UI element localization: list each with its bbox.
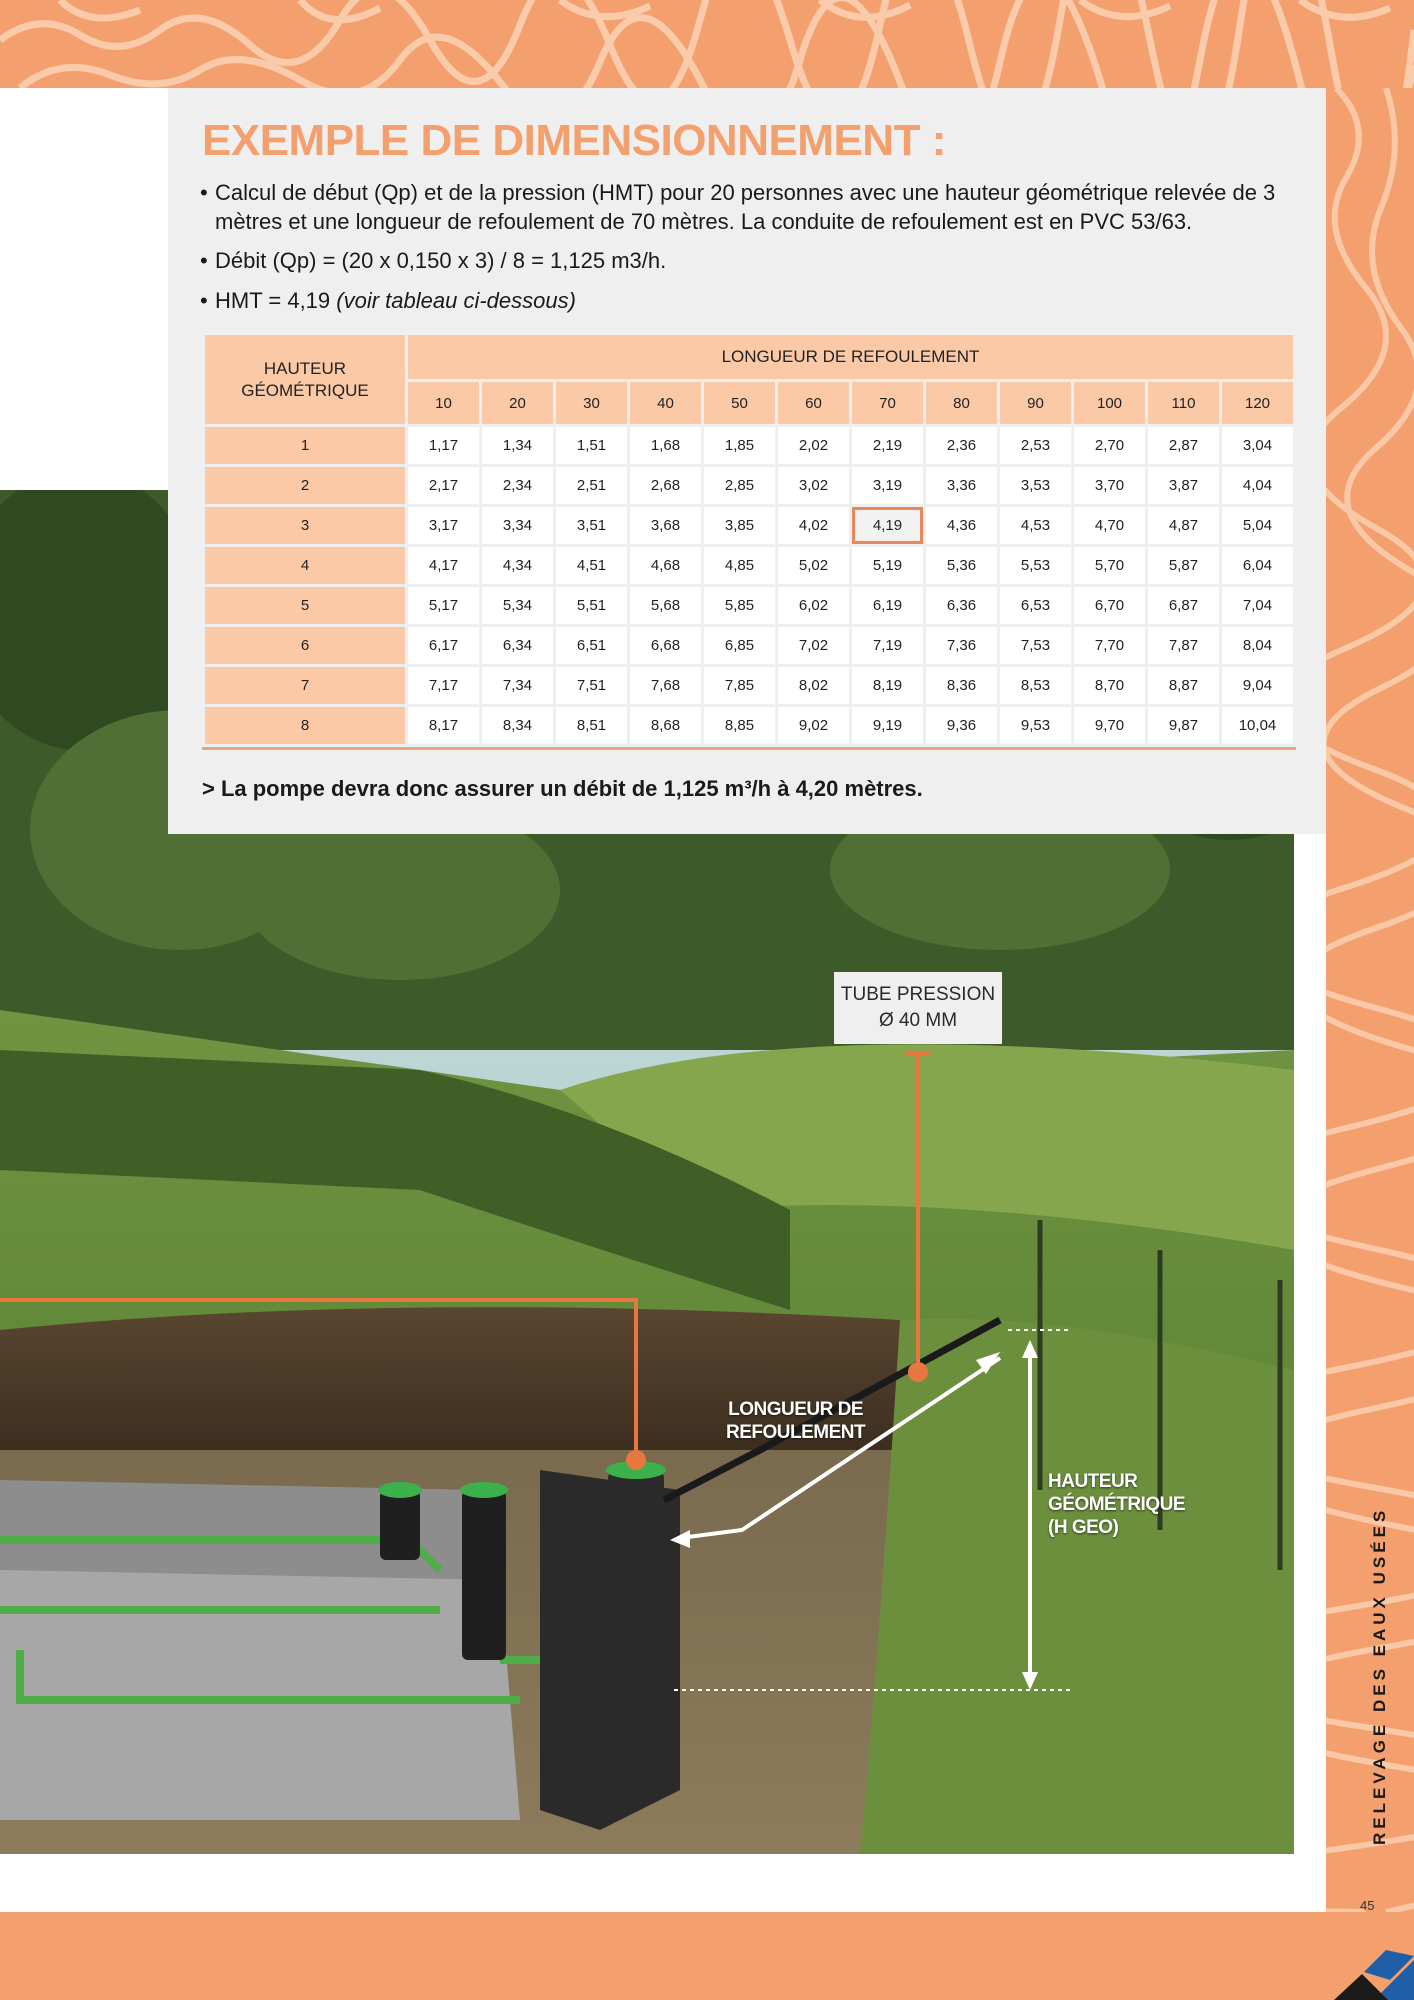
hauteur-geometrique-label xyxy=(1048,1470,1185,1539)
row-header-line2: GÉOMÉTRIQUE xyxy=(241,380,369,400)
value-cell: 5,85 xyxy=(704,587,775,624)
hmt-note: (voir tableau ci-dessous) xyxy=(336,288,576,313)
water-pattern xyxy=(0,0,1414,88)
table-row xyxy=(205,467,1293,504)
value-cell: 4,87 xyxy=(1148,507,1219,544)
row-header-line1: HAUTEUR xyxy=(263,358,347,378)
row-height-cell: 7 xyxy=(205,667,405,704)
value-cell: 2,85 xyxy=(704,467,775,504)
value-cell: 4,53 xyxy=(1000,507,1071,544)
bullet-hmt xyxy=(200,286,1300,315)
value-cell: 9,70 xyxy=(1074,707,1145,744)
value-cell: 9,04 xyxy=(1222,667,1293,704)
value-cell: 2,70 xyxy=(1074,427,1145,464)
value-cell: 4,70 xyxy=(1074,507,1145,544)
value-cell: 5,02 xyxy=(778,547,849,584)
bullet-dot: • xyxy=(200,180,208,205)
value-cell: 5,87 xyxy=(1148,547,1219,584)
page-number: 45 xyxy=(1360,1898,1375,1913)
value-cell: 1,85 xyxy=(704,427,775,464)
row-height-cell: 5 xyxy=(205,587,405,624)
value-cell: 5,36 xyxy=(926,547,997,584)
value-cell: 2,17 xyxy=(408,467,479,504)
table-row xyxy=(205,667,1293,704)
card-title: EXEMPLE DE DIMENSIONNEMENT : xyxy=(202,116,946,165)
column-header: 30 xyxy=(556,382,627,424)
value-cell: 4,68 xyxy=(630,547,701,584)
bottom-decorative-band xyxy=(0,1912,1414,2000)
value-cell: 3,68 xyxy=(630,507,701,544)
value-cell: 6,85 xyxy=(704,627,775,664)
value-cell: 8,19 xyxy=(852,667,923,704)
value-cell: 4,17 xyxy=(408,547,479,584)
value-cell: 4,51 xyxy=(556,547,627,584)
value-cell: 6,04 xyxy=(1222,547,1293,584)
value-cell: 3,04 xyxy=(1222,427,1293,464)
side-section-label: RELEVAGE DES EAUX USÉES xyxy=(1370,1506,1389,1845)
value-cell: 8,34 xyxy=(482,707,553,744)
table-row xyxy=(205,627,1293,664)
value-cell: 1,34 xyxy=(482,427,553,464)
bullet-text: Débit (Qp) = (20 x 0,150 x 3) / 8 = 1,125 m3/h. xyxy=(215,248,667,273)
value-cell: 7,36 xyxy=(926,627,997,664)
value-cell: 9,36 xyxy=(926,707,997,744)
value-cell: 5,70 xyxy=(1074,547,1145,584)
top-decorative-band xyxy=(0,0,1414,88)
column-header: 60 xyxy=(778,382,849,424)
value-cell: 3,87 xyxy=(1148,467,1219,504)
hmt-value: HMT = 4,19 xyxy=(215,288,337,313)
table-row xyxy=(205,587,1293,624)
value-cell: 2,34 xyxy=(482,467,553,504)
value-cell: 2,53 xyxy=(1000,427,1071,464)
tube-pression-label xyxy=(834,972,1002,1044)
value-cell: 6,19 xyxy=(852,587,923,624)
value-cell: 2,51 xyxy=(556,467,627,504)
value-cell: 7,85 xyxy=(704,667,775,704)
brand-logo xyxy=(1334,1930,1414,2000)
bullet-debit xyxy=(200,246,1300,275)
highlighted-value-cell: 4,19 xyxy=(852,507,923,544)
value-cell: 6,02 xyxy=(778,587,849,624)
value-cell: 7,70 xyxy=(1074,627,1145,664)
value-cell: 3,85 xyxy=(704,507,775,544)
value-cell: 7,34 xyxy=(482,667,553,704)
row-height-cell: 6 xyxy=(205,627,405,664)
value-cell: 3,17 xyxy=(408,507,479,544)
value-cell: 2,19 xyxy=(852,427,923,464)
value-cell: 6,87 xyxy=(1148,587,1219,624)
value-cell: 1,51 xyxy=(556,427,627,464)
value-cell: 8,53 xyxy=(1000,667,1071,704)
value-cell: 7,04 xyxy=(1222,587,1293,624)
value-cell: 3,51 xyxy=(556,507,627,544)
value-cell: 4,04 xyxy=(1222,467,1293,504)
table-body xyxy=(205,427,1293,744)
row-height-cell: 2 xyxy=(205,467,405,504)
value-cell: 1,17 xyxy=(408,427,479,464)
value-cell: 4,02 xyxy=(778,507,849,544)
value-cell: 7,68 xyxy=(630,667,701,704)
value-cell: 8,02 xyxy=(778,667,849,704)
value-cell: 6,68 xyxy=(630,627,701,664)
value-cell: 10,04 xyxy=(1222,707,1293,744)
value-cell: 2,68 xyxy=(630,467,701,504)
bullet-text xyxy=(200,286,1300,315)
value-cell: 3,70 xyxy=(1074,467,1145,504)
row-height-cell: 4 xyxy=(205,547,405,584)
value-cell: 8,85 xyxy=(704,707,775,744)
value-cell: 3,02 xyxy=(778,467,849,504)
column-header: 70 xyxy=(852,382,923,424)
value-cell: 9,53 xyxy=(1000,707,1071,744)
column-header: 110 xyxy=(1148,382,1219,424)
hauteur-label-line2: GÉOMÉTRIQUE xyxy=(1048,1494,1186,1515)
value-cell: 7,87 xyxy=(1148,627,1219,664)
longueur-label-line2: REFOULEMENT xyxy=(726,1422,866,1443)
row-height-cell: 1 xyxy=(205,427,405,464)
column-header: 120 xyxy=(1222,382,1293,424)
value-cell: 5,19 xyxy=(852,547,923,584)
value-cell: 4,36 xyxy=(926,507,997,544)
hauteur-label-line1: HAUTEUR xyxy=(1048,1471,1138,1492)
value-cell: 8,04 xyxy=(1222,627,1293,664)
value-cell: 7,51 xyxy=(556,667,627,704)
bullet-dot: • xyxy=(200,248,208,273)
bullet-calculation xyxy=(200,178,1300,236)
value-cell: 9,02 xyxy=(778,707,849,744)
value-cell: 8,36 xyxy=(926,667,997,704)
value-cell: 2,02 xyxy=(778,427,849,464)
value-cell: 6,53 xyxy=(1000,587,1071,624)
value-cell: 7,17 xyxy=(408,667,479,704)
column-header: 100 xyxy=(1074,382,1145,424)
blank-area xyxy=(0,88,168,490)
longueur-refoulement-label xyxy=(726,1398,865,1444)
column-header: 90 xyxy=(1000,382,1071,424)
value-cell: 3,19 xyxy=(852,467,923,504)
value-cell: 5,04 xyxy=(1222,507,1293,544)
column-group-header: LONGUEUR DE REFOULEMENT xyxy=(408,335,1293,379)
value-cell: 5,17 xyxy=(408,587,479,624)
value-cell: 5,34 xyxy=(482,587,553,624)
value-cell: 3,53 xyxy=(1000,467,1071,504)
value-cell: 5,68 xyxy=(630,587,701,624)
sizing-table xyxy=(202,332,1296,747)
value-cell: 6,51 xyxy=(556,627,627,664)
bullet-dot: • xyxy=(200,288,208,313)
value-cell: 8,68 xyxy=(630,707,701,744)
value-cell: 5,51 xyxy=(556,587,627,624)
value-cell: 9,87 xyxy=(1148,707,1219,744)
value-cell: 8,87 xyxy=(1148,667,1219,704)
value-cell: 6,34 xyxy=(482,627,553,664)
column-header: 80 xyxy=(926,382,997,424)
table-row xyxy=(205,707,1293,744)
table-underline xyxy=(202,747,1296,750)
value-cell: 1,68 xyxy=(630,427,701,464)
value-cell: 6,70 xyxy=(1074,587,1145,624)
value-cell: 9,19 xyxy=(852,707,923,744)
value-cell: 8,51 xyxy=(556,707,627,744)
column-header: 20 xyxy=(482,382,553,424)
sizing-example-card xyxy=(168,88,1326,834)
value-cell: 3,34 xyxy=(482,507,553,544)
row-header-cell xyxy=(205,335,405,424)
value-cell: 8,70 xyxy=(1074,667,1145,704)
value-cell: 8,17 xyxy=(408,707,479,744)
value-cell: 6,36 xyxy=(926,587,997,624)
longueur-label-line1: LONGUEUR DE xyxy=(728,1399,863,1420)
tube-label-line1: TUBE PRESSION xyxy=(840,984,996,1005)
hauteur-label-line3: (H GEO) xyxy=(1048,1517,1119,1538)
value-cell: 7,19 xyxy=(852,627,923,664)
column-header: 50 xyxy=(704,382,775,424)
column-header: 40 xyxy=(630,382,701,424)
value-cell: 7,02 xyxy=(778,627,849,664)
table-row xyxy=(205,547,1293,584)
value-cell: 6,17 xyxy=(408,627,479,664)
bullet-text: Calcul de début (Qp) et de la pression (HMT) pour 20 personnes avec une hauteur géométrique relevée de 3 mètres et une longueur de refoulement de 70 mètres. La conduite de refoulement est en PVC 53/63. xyxy=(215,180,1276,234)
table-row xyxy=(205,427,1293,464)
value-cell: 5,53 xyxy=(1000,547,1071,584)
value-cell: 7,53 xyxy=(1000,627,1071,664)
table-row xyxy=(205,507,1293,544)
tube-label-line2: Ø 40 MM xyxy=(878,1010,958,1031)
row-height-cell: 3 xyxy=(205,507,405,544)
value-cell: 4,85 xyxy=(704,547,775,584)
column-header: 10 xyxy=(408,382,479,424)
conclusion-text: > La pompe devra donc assurer un débit de 1,125 m³/h à 4,20 mètres. xyxy=(202,776,923,801)
row-height-cell: 8 xyxy=(205,707,405,744)
value-cell: 3,36 xyxy=(926,467,997,504)
value-cell: 2,87 xyxy=(1148,427,1219,464)
value-cell: 4,34 xyxy=(482,547,553,584)
value-cell: 2,36 xyxy=(926,427,997,464)
